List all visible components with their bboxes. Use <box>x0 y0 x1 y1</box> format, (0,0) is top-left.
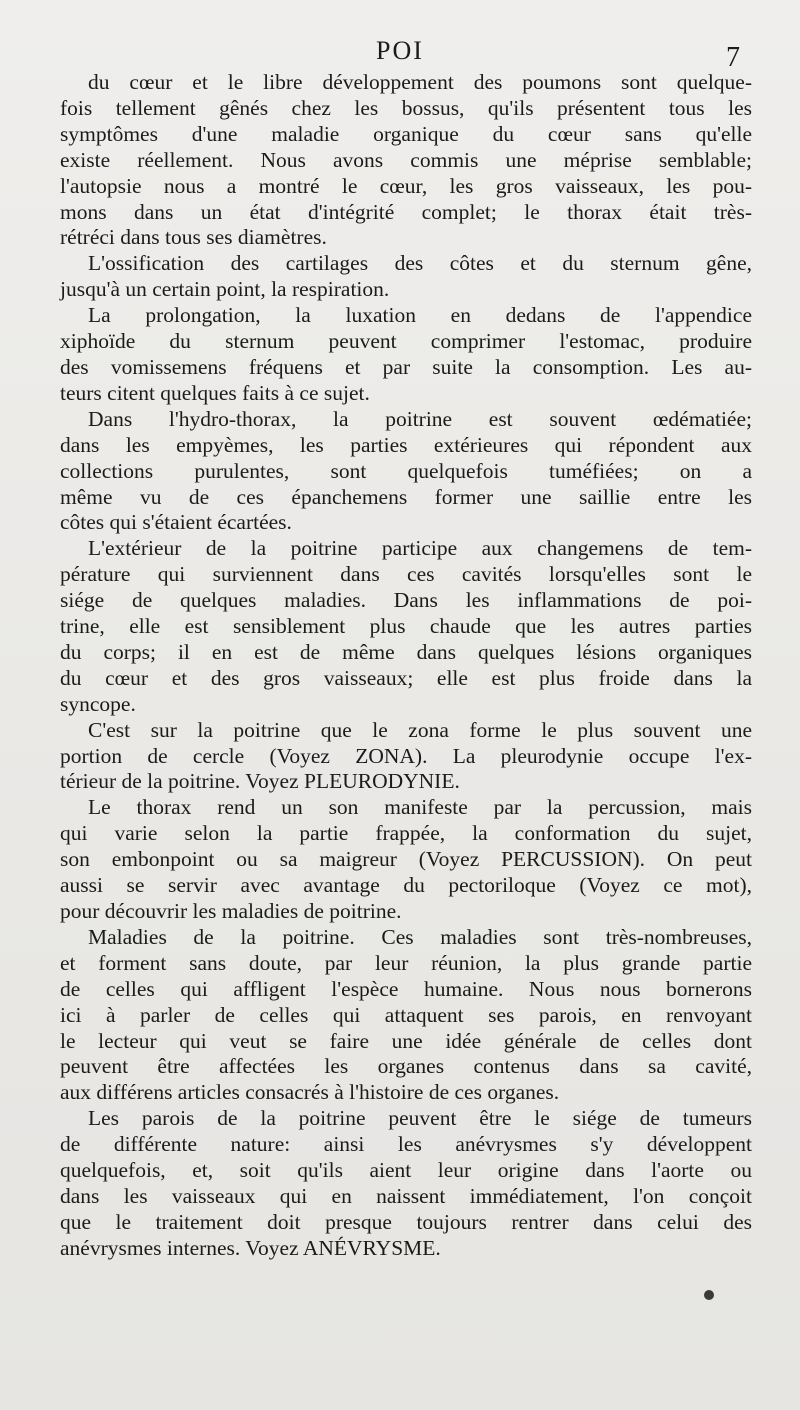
text-line: Dans l'hydro-thorax, la poitrine est souvent œdématiée; <box>88 406 752 431</box>
text-line: symptômes d'une maladie organique du cœur sans qu'elle <box>60 121 752 146</box>
text-line: pour découvrir les maladies de poitrine. <box>60 899 402 923</box>
text-line: peuvent être affectées les organes contenus dans sa cavité, <box>60 1054 752 1079</box>
text-line: La prolongation, la luxation en dedans de l'appendice <box>88 303 752 328</box>
text-line: trine, elle est sensiblement plus chaude que les autres parties <box>60 614 752 639</box>
text-line: ici à parler de celles qui attaquent ses parois, en renvoyant <box>60 1002 752 1027</box>
text-line: pérature qui surviennent dans ces cavités lorsqu'elles sont le <box>60 562 752 587</box>
text-line: mons dans un état d'intégrité complet; le thorax était très- <box>60 199 752 224</box>
text-line: aux différens articles consacrés à l'histoire de ces organes. <box>60 1080 560 1105</box>
text-line: C'est sur la poitrine que le zona forme le plus souvent une <box>88 717 752 742</box>
text-line: L'ossification des cartilages des côtes et du sternum gêne, <box>88 251 752 276</box>
page-number: 7 <box>726 42 740 73</box>
text-line: du cœur et des gros vaisseaux; elle est plus froide dans la <box>60 665 752 690</box>
text-line: du cœur et le libre développement des poumons sont quelque- <box>88 70 752 94</box>
text-line: de celles qui affligent l'espèce humaine. Nous nous bornerons <box>60 976 752 1001</box>
text-line: et forment sans doute, par leur réunion, la plus grande partie <box>60 950 752 975</box>
text-line: que le traitement doit presque toujours rentrer dans celui des <box>60 1209 752 1234</box>
text-line: Le thorax rend un son manifeste par la percussion, mais <box>88 795 752 820</box>
running-head: POI <box>376 36 424 65</box>
text-line: des vomissemens fréquens et par suite la consomption. Les au- <box>60 354 752 379</box>
text-line: rétréci dans tous ses diamètres. <box>60 225 327 250</box>
text-line: syncope. <box>60 691 136 716</box>
text-line: du corps; il en est de même dans quelques lésions organiques <box>60 639 752 664</box>
text-line: jusqu'à un certain point, la respiration. <box>60 277 390 302</box>
text-line: même vu de ces épanchemens former une saillie entre les <box>60 484 752 509</box>
page-header <box>0 36 800 73</box>
text-line: de différente nature: ainsi les anévrysmes s'y développent <box>60 1132 752 1157</box>
text-line: xiphoïde du sternum peuvent comprimer l'estomac, produire <box>60 329 752 354</box>
text-line: dans les vaisseaux qui en naissent immédiatement, l'on conçoit <box>60 1183 752 1208</box>
text-line: L'extérieur de la poitrine participe aux changemens de tem- <box>88 536 752 561</box>
text-line: collections purulentes, sont quelquefois tuméfiées; on a <box>60 458 752 483</box>
text-line: qui varie selon la partie frappée, la conformation du sujet, <box>60 821 752 846</box>
text-line: portion de cercle (Voyez ZONA). La pleurodynie occupe l'ex- <box>60 743 752 768</box>
text-line: existe réellement. Nous avons commis une méprise semblable; <box>60 147 752 172</box>
text-line: aussi se servir avec avantage du pectoriloque (Voyez ce mot), <box>60 873 752 898</box>
text-line: anévrysmes internes. Voyez ANÉVRYSME. <box>60 1235 441 1260</box>
text-line: quelquefois, et, soit qu'ils aient leur origine dans l'aorte ou <box>60 1158 752 1183</box>
text-line: Les parois de la poitrine peuvent être le siége de tumeurs <box>88 1106 752 1131</box>
text-line: côtes qui s'étaient écartées. <box>60 510 292 535</box>
text-line: teurs citent quelques faits à ce sujet. <box>60 380 370 405</box>
ink-spot <box>704 1290 714 1300</box>
text-line: térieur de la poitrine. Voyez PLEURODYNIE. <box>60 769 460 794</box>
text-line: fois tellement gênés chez les bossus, qu'ils présentent tous les <box>60 95 752 120</box>
text-line: dans les empyèmes, les parties extérieures qui répondent aux <box>60 432 752 457</box>
text-line: Maladies de la poitrine. Ces maladies sont très-nombreuses, <box>88 924 752 949</box>
text-line: son embonpoint ou sa maigreur (Voyez PERCUSSION). On peut <box>60 847 752 872</box>
text-line: l'autopsie nous a montré le cœur, les gros vaisseaux, les pou- <box>60 173 752 198</box>
text-line: le lecteur qui veut se faire une idée générale de celles dont <box>60 1028 752 1053</box>
body-text <box>60 70 752 1262</box>
text-line: siége de quelques maladies. Dans les inflammations de poi- <box>60 588 752 613</box>
